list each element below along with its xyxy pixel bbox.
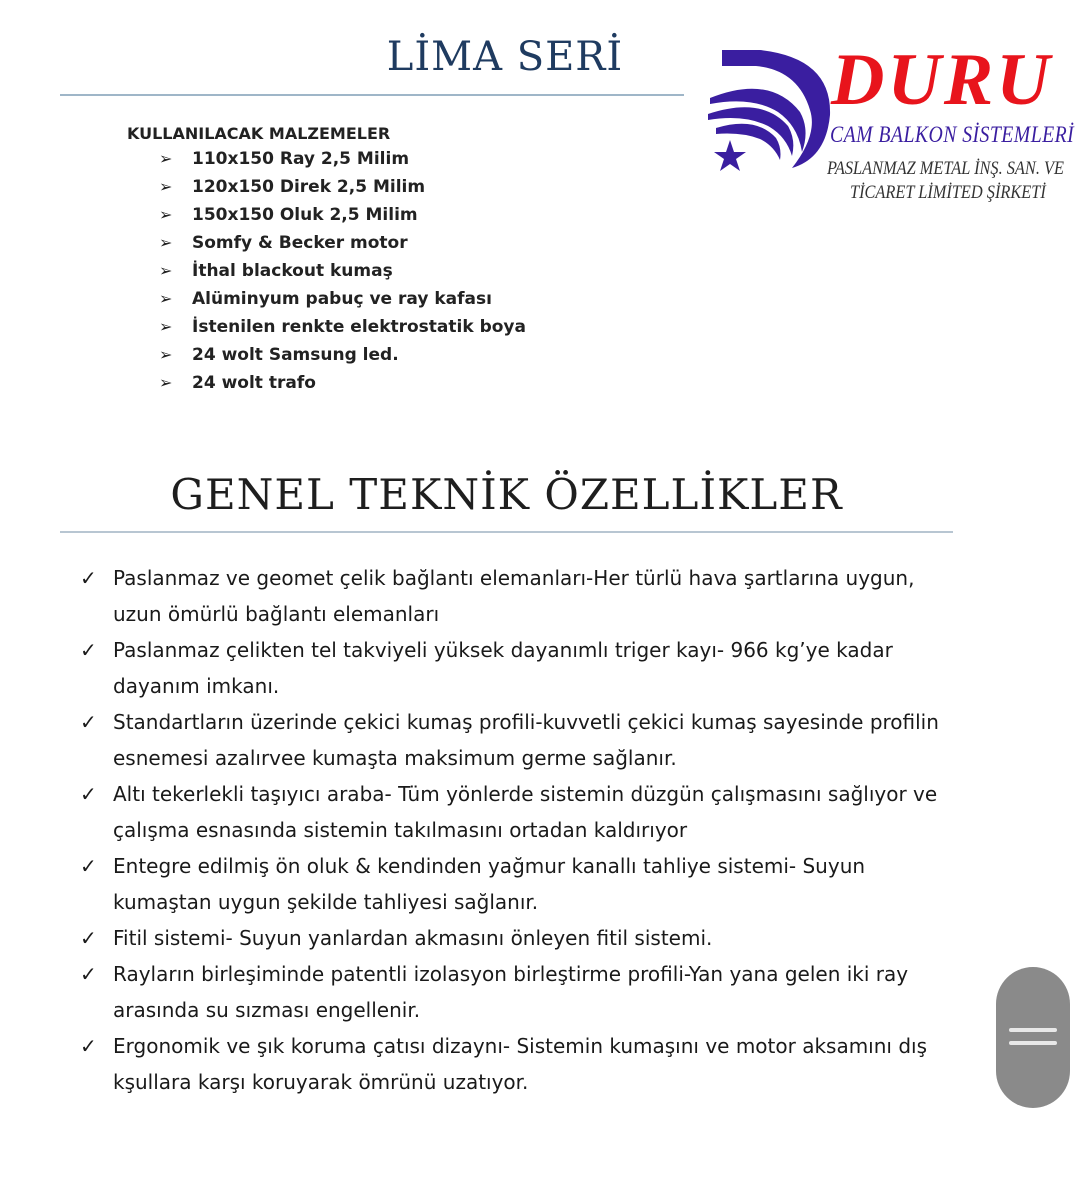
arrowhead-bullet-icon: ➢ [159,317,173,336]
arrowhead-bullet-icon: ➢ [159,177,173,196]
check-icon: ✓ [80,710,97,734]
material-label: 24 wolt trafo [192,373,316,393]
spec-item [80,1028,960,1100]
spec-item [80,632,960,704]
spec-text: Rayların birleşiminde patentli izolasyon birleştirme profili-Yan yana gelen iki ray arasında su sızması engellenir. [113,962,909,1022]
material-item [159,175,526,203]
title-divider [60,94,684,96]
check-icon: ✓ [80,926,97,950]
series-title: LİMA SERİ [386,34,624,80]
material-item [159,259,526,287]
arrowhead-bullet-icon: ➢ [159,205,173,224]
logo-subtitle: CAM BALKON SİSTEMLERİ [830,122,1075,147]
arrowhead-bullet-icon: ➢ [159,345,173,364]
check-icon: ✓ [80,854,97,878]
spec-item [80,560,960,632]
arrowhead-bullet-icon: ➢ [159,289,173,308]
arrowhead-bullet-icon: ➢ [159,373,173,392]
material-label: 120x150 Direk 2,5 Milim [192,177,426,197]
specs-divider [60,531,953,533]
spec-item [80,956,960,1028]
spec-item [80,848,960,920]
company-logo [700,40,1086,220]
specs-list [80,560,960,1100]
spec-text: Ergonomik ve şık koruma çatısı dizaynı- Sistemin kumaşını ve motor aksamını dış kşullara karşı koruyarak ömrünü uzatıyor. [113,1034,928,1094]
material-label: 24 wolt Samsung led. [192,345,399,365]
materials-heading: KULLANILACAK MALZEMELER [127,124,391,143]
material-item [159,371,526,399]
material-label: İstenilen renkte elektrostatik boya [192,317,526,337]
cropped-top-text [400,0,880,6]
material-label: İthal blackout kumaş [192,261,393,281]
check-icon: ✓ [80,1034,97,1058]
logo-brand-name: DURU [831,39,1053,121]
material-item [159,315,526,343]
material-label: Alüminyum pabuç ve ray kafası [192,289,492,309]
spec-item [80,920,960,956]
material-item [159,287,526,315]
check-icon: ✓ [80,566,97,590]
material-label: 110x150 Ray 2,5 Milim [192,149,410,169]
drag-handle-icon [1009,1028,1057,1032]
spec-item [80,776,960,848]
spec-text: Paslanmaz ve geomet çelik bağlantı elemanları-Her türlü hava şartlarına uygun, uzun ömürlü bağlantı elemanları [113,566,915,626]
drag-handle-icon [1009,1041,1057,1045]
check-icon: ✓ [80,638,97,662]
arrowhead-bullet-icon: ➢ [159,233,173,252]
specs-title: GENEL TEKNİK ÖZELLİKLER [170,470,843,519]
spec-item [80,704,960,776]
spec-text: Entegre edilmiş ön oluk & kendinden yağmur kanallı tahliye sistemi- Suyun kumaştan uygun şekilde tahliyesi sağlanır. [113,854,866,914]
materials-section [127,124,526,399]
materials-list [127,147,526,399]
spec-text: Standartların üzerinde çekici kumaş profili-kuvvetli çekici kumaş sayesinde profilin esnemesi azalırvee kumaşta maksimum germe sağlanır. [113,710,939,770]
material-label: 150x150 Oluk 2,5 Milim [192,205,418,225]
material-item [159,343,526,371]
check-icon: ✓ [80,782,97,806]
spec-text: Paslanmaz çelikten tel takviyeli yüksek dayanımlı triger kayı- 966 kg’ye kadar dayanım imkanı. [113,638,893,698]
material-item [159,231,526,259]
material-label: Somfy & Becker motor [192,233,408,253]
arrowhead-bullet-icon: ➢ [159,261,173,280]
arrowhead-bullet-icon: ➢ [159,149,173,168]
spec-text: Altı tekerlekli taşıyıcı araba- Tüm yönlerde sistemin düzgün çalışmasını sağlıyor ve çalışma esnasında sistemin takılmasını ortadan kaldırıyor [113,782,938,842]
spec-text: Fitil sistemi- Suyun yanlardan akmasını önleyen fitil sistemi. [113,926,713,950]
logo-swoosh-icon [700,40,840,180]
scroll-drag-handle[interactable] [996,967,1070,1108]
material-item [159,203,526,231]
material-item [159,147,526,175]
check-icon: ✓ [80,962,97,986]
logo-company-line-2: TİCARET LİMİTED ŞİRKETİ [850,182,1046,203]
logo-company-line-1: PASLANMAZ METAL İNŞ. SAN. VE [827,158,1064,179]
